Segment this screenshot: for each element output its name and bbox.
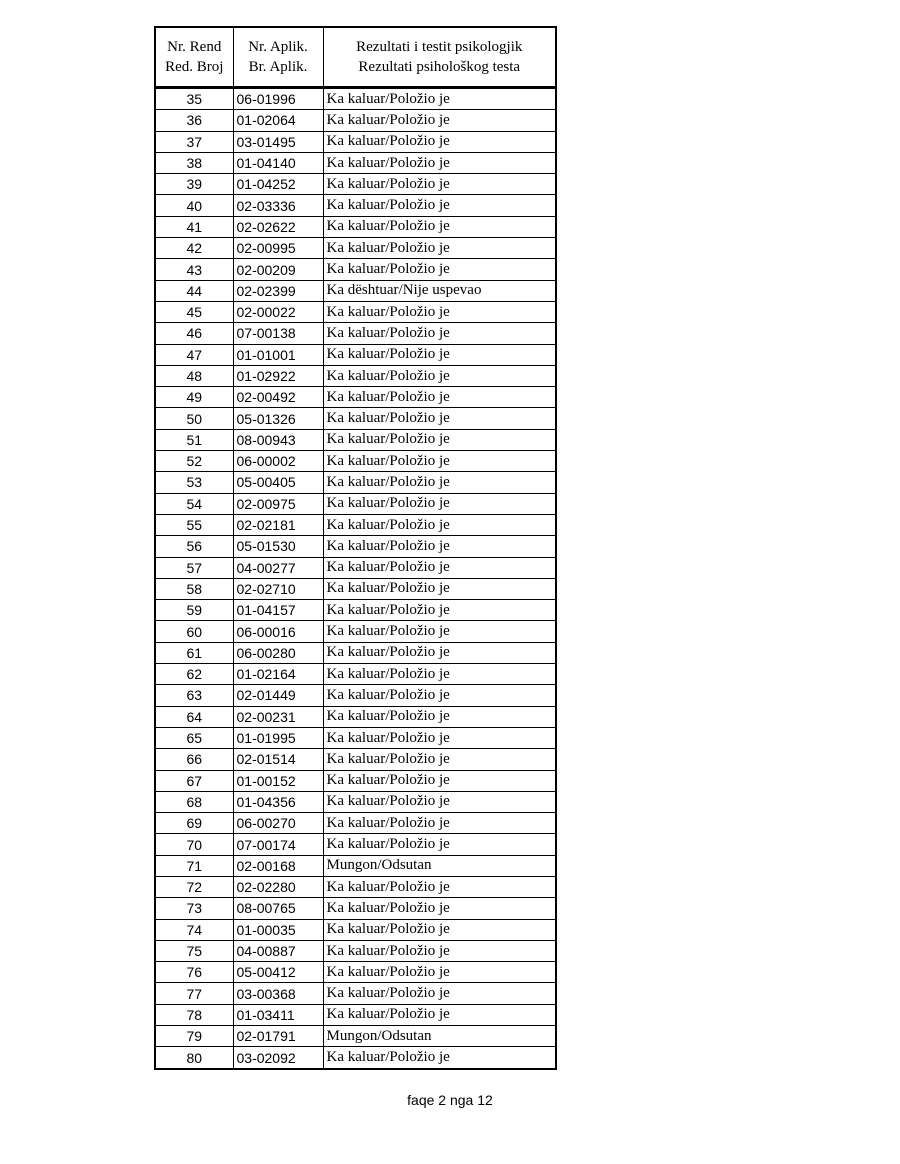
application-number-cell: 02-02181 [233, 514, 323, 535]
result-cell: Ka kaluar/Položio je [323, 472, 556, 493]
result-cell: Ka kaluar/Položio je [323, 962, 556, 983]
row-number-cell: 67 [155, 770, 233, 791]
table-row [155, 174, 556, 195]
table-row [155, 834, 556, 855]
result-cell: Ka kaluar/Položio je [323, 834, 556, 855]
application-number-cell: 01-03411 [233, 1004, 323, 1025]
table-row [155, 600, 556, 621]
result-cell: Ka kaluar/Položio je [323, 365, 556, 386]
application-number-cell: 02-00231 [233, 706, 323, 727]
result-cell: Ka kaluar/Položio je [323, 131, 556, 152]
table-row [155, 429, 556, 450]
application-number-cell: 05-00405 [233, 472, 323, 493]
table-row [155, 940, 556, 961]
application-number-cell: 05-01326 [233, 408, 323, 429]
row-number-cell: 73 [155, 898, 233, 919]
result-cell: Ka kaluar/Položio je [323, 813, 556, 834]
row-number-cell: 37 [155, 131, 233, 152]
result-cell: Ka kaluar/Položio je [323, 578, 556, 599]
result-cell: Ka kaluar/Položio je [323, 493, 556, 514]
table-row [155, 344, 556, 365]
table-row [155, 1026, 556, 1047]
result-cell: Ka kaluar/Položio je [323, 152, 556, 173]
table-row [155, 451, 556, 472]
result-cell: Ka kaluar/Položio je [323, 110, 556, 131]
row-number-cell: 66 [155, 749, 233, 770]
application-number-cell: 02-00492 [233, 387, 323, 408]
table-row [155, 621, 556, 642]
table-row [155, 578, 556, 599]
result-cell: Ka kaluar/Položio je [323, 557, 556, 578]
application-number-cell: 01-04252 [233, 174, 323, 195]
row-number-cell: 45 [155, 301, 233, 322]
row-number-cell: 68 [155, 791, 233, 812]
table-row [155, 152, 556, 173]
table-row [155, 664, 556, 685]
application-number-cell: 03-01495 [233, 131, 323, 152]
page-number: faqe 2 nga 12 [407, 1092, 493, 1108]
header-result [323, 27, 556, 88]
application-number-cell: 01-04140 [233, 152, 323, 173]
application-number-cell: 03-00368 [233, 983, 323, 1004]
table-row [155, 259, 556, 280]
table-row [155, 685, 556, 706]
application-number-cell: 01-01001 [233, 344, 323, 365]
result-cell: Ka kaluar/Položio je [323, 876, 556, 897]
application-number-cell: 02-03336 [233, 195, 323, 216]
header-app [233, 27, 323, 88]
table-row [155, 1004, 556, 1025]
result-cell: Ka kaluar/Položio je [323, 174, 556, 195]
table-row [155, 536, 556, 557]
application-number-cell: 04-00277 [233, 557, 323, 578]
table-row [155, 365, 556, 386]
table-row [155, 323, 556, 344]
row-number-cell: 69 [155, 813, 233, 834]
table-row [155, 88, 556, 110]
table-row [155, 238, 556, 259]
result-cell: Ka kaluar/Položio je [323, 642, 556, 663]
table-row [155, 280, 556, 301]
result-cell: Ka kaluar/Položio je [323, 1047, 556, 1069]
row-number-cell: 62 [155, 664, 233, 685]
row-number-cell: 77 [155, 983, 233, 1004]
result-cell: Ka kaluar/Položio je [323, 706, 556, 727]
result-cell: Ka kaluar/Položio je [323, 514, 556, 535]
result-cell: Ka kaluar/Položio je [323, 344, 556, 365]
table-row [155, 770, 556, 791]
row-number-cell: 79 [155, 1026, 233, 1047]
result-cell: Ka kaluar/Položio je [323, 770, 556, 791]
row-number-cell: 70 [155, 834, 233, 855]
row-number-cell: 57 [155, 557, 233, 578]
application-number-cell: 06-00002 [233, 451, 323, 472]
table-row [155, 962, 556, 983]
row-number-cell: 52 [155, 451, 233, 472]
table-row [155, 131, 556, 152]
row-number-cell: 71 [155, 855, 233, 876]
application-number-cell: 02-00975 [233, 493, 323, 514]
application-number-cell: 02-00209 [233, 259, 323, 280]
row-number-cell: 51 [155, 429, 233, 450]
row-number-cell: 80 [155, 1047, 233, 1069]
application-number-cell: 02-01791 [233, 1026, 323, 1047]
row-number-cell: 53 [155, 472, 233, 493]
row-number-cell: 75 [155, 940, 233, 961]
row-number-cell: 59 [155, 600, 233, 621]
application-number-cell: 07-00138 [233, 323, 323, 344]
table-row [155, 791, 556, 812]
application-number-cell: 01-02164 [233, 664, 323, 685]
result-cell: Ka kaluar/Položio je [323, 1004, 556, 1025]
header-result-line1: Rezultati i testit psikologjik [356, 39, 523, 55]
result-cell: Ka kaluar/Položio je [323, 216, 556, 237]
row-number-cell: 74 [155, 919, 233, 940]
row-number-cell: 38 [155, 152, 233, 173]
table-header [155, 27, 556, 88]
table-row [155, 898, 556, 919]
row-number-cell: 65 [155, 727, 233, 748]
result-cell: Ka kaluar/Položio je [323, 685, 556, 706]
table-row [155, 557, 556, 578]
result-cell: Ka kaluar/Položio je [323, 727, 556, 748]
application-number-cell: 02-02710 [233, 578, 323, 599]
row-number-cell: 76 [155, 962, 233, 983]
row-number-cell: 61 [155, 642, 233, 663]
application-number-cell: 02-01514 [233, 749, 323, 770]
table-row [155, 408, 556, 429]
row-number-cell: 64 [155, 706, 233, 727]
table-row [155, 749, 556, 770]
result-cell: Ka kaluar/Položio je [323, 664, 556, 685]
row-number-cell: 35 [155, 88, 233, 110]
application-number-cell: 05-00412 [233, 962, 323, 983]
row-number-cell: 72 [155, 876, 233, 897]
result-cell: Ka kaluar/Položio je [323, 940, 556, 961]
table-row [155, 216, 556, 237]
application-number-cell: 06-01996 [233, 88, 323, 110]
table-row [155, 813, 556, 834]
table-row [155, 855, 556, 876]
result-cell: Ka kaluar/Položio je [323, 600, 556, 621]
result-cell: Mungon/Odsutan [323, 855, 556, 876]
table-row [155, 195, 556, 216]
header-row [155, 27, 556, 88]
result-cell: Ka kaluar/Položio je [323, 791, 556, 812]
application-number-cell: 06-00016 [233, 621, 323, 642]
application-number-cell: 01-01995 [233, 727, 323, 748]
row-number-cell: 40 [155, 195, 233, 216]
application-number-cell: 01-00035 [233, 919, 323, 940]
table-row [155, 472, 556, 493]
application-number-cell: 01-02922 [233, 365, 323, 386]
application-number-cell: 02-00995 [233, 238, 323, 259]
application-number-cell: 02-02280 [233, 876, 323, 897]
results-table [154, 26, 557, 1070]
application-number-cell: 07-00174 [233, 834, 323, 855]
row-number-cell: 47 [155, 344, 233, 365]
row-number-cell: 63 [155, 685, 233, 706]
application-number-cell: 03-02092 [233, 1047, 323, 1069]
application-number-cell: 02-00022 [233, 301, 323, 322]
application-number-cell: 02-01449 [233, 685, 323, 706]
row-number-cell: 60 [155, 621, 233, 642]
application-number-cell: 02-00168 [233, 855, 323, 876]
result-cell: Mungon/Odsutan [323, 1026, 556, 1047]
result-cell: Ka dështuar/Nije uspevao [323, 280, 556, 301]
result-cell: Ka kaluar/Položio je [323, 88, 556, 110]
application-number-cell: 01-04356 [233, 791, 323, 812]
row-number-cell: 42 [155, 238, 233, 259]
result-cell: Ka kaluar/Položio je [323, 238, 556, 259]
row-number-cell: 44 [155, 280, 233, 301]
result-cell: Ka kaluar/Položio je [323, 898, 556, 919]
header-nr-line1: Nr. Rend [167, 39, 222, 55]
header-app-line2: Br. Aplik. [248, 59, 308, 75]
result-cell: Ka kaluar/Položio je [323, 323, 556, 344]
header-nr [155, 27, 233, 88]
row-number-cell: 55 [155, 514, 233, 535]
application-number-cell: 01-00152 [233, 770, 323, 791]
result-cell: Ka kaluar/Položio je [323, 983, 556, 1004]
header-app-line1: Nr. Aplik. [248, 39, 308, 55]
row-number-cell: 58 [155, 578, 233, 599]
row-number-cell: 54 [155, 493, 233, 514]
table-row [155, 983, 556, 1004]
row-number-cell: 49 [155, 387, 233, 408]
table-row [155, 706, 556, 727]
application-number-cell: 02-02622 [233, 216, 323, 237]
application-number-cell: 01-04157 [233, 600, 323, 621]
application-number-cell: 04-00887 [233, 940, 323, 961]
application-number-cell: 08-00765 [233, 898, 323, 919]
application-number-cell: 02-02399 [233, 280, 323, 301]
application-number-cell: 05-01530 [233, 536, 323, 557]
result-cell: Ka kaluar/Položio je [323, 919, 556, 940]
result-cell: Ka kaluar/Položio je [323, 451, 556, 472]
application-number-cell: 01-02064 [233, 110, 323, 131]
result-cell: Ka kaluar/Položio je [323, 621, 556, 642]
row-number-cell: 46 [155, 323, 233, 344]
result-cell: Ka kaluar/Položio je [323, 536, 556, 557]
table-row [155, 387, 556, 408]
table-row [155, 493, 556, 514]
row-number-cell: 36 [155, 110, 233, 131]
table-row [155, 642, 556, 663]
header-nr-line2: Red. Broj [165, 59, 224, 75]
table-row [155, 727, 556, 748]
result-cell: Ka kaluar/Položio je [323, 301, 556, 322]
table-row [155, 876, 556, 897]
table-row [155, 919, 556, 940]
row-number-cell: 48 [155, 365, 233, 386]
header-result-line2: Rezultati psihološkog testa [358, 59, 521, 75]
result-cell: Ka kaluar/Položio je [323, 259, 556, 280]
result-cell: Ka kaluar/Položio je [323, 408, 556, 429]
table-row [155, 514, 556, 535]
result-cell: Ka kaluar/Položio je [323, 749, 556, 770]
application-number-cell: 06-00280 [233, 642, 323, 663]
result-cell: Ka kaluar/Položio je [323, 195, 556, 216]
row-number-cell: 78 [155, 1004, 233, 1025]
row-number-cell: 50 [155, 408, 233, 429]
row-number-cell: 39 [155, 174, 233, 195]
table-row [155, 301, 556, 322]
table-body [155, 88, 556, 1069]
table-row [155, 1047, 556, 1069]
row-number-cell: 56 [155, 536, 233, 557]
result-cell: Ka kaluar/Položio je [323, 387, 556, 408]
table-row [155, 110, 556, 131]
row-number-cell: 43 [155, 259, 233, 280]
row-number-cell: 41 [155, 216, 233, 237]
result-cell: Ka kaluar/Položio je [323, 429, 556, 450]
application-number-cell: 06-00270 [233, 813, 323, 834]
application-number-cell: 08-00943 [233, 429, 323, 450]
